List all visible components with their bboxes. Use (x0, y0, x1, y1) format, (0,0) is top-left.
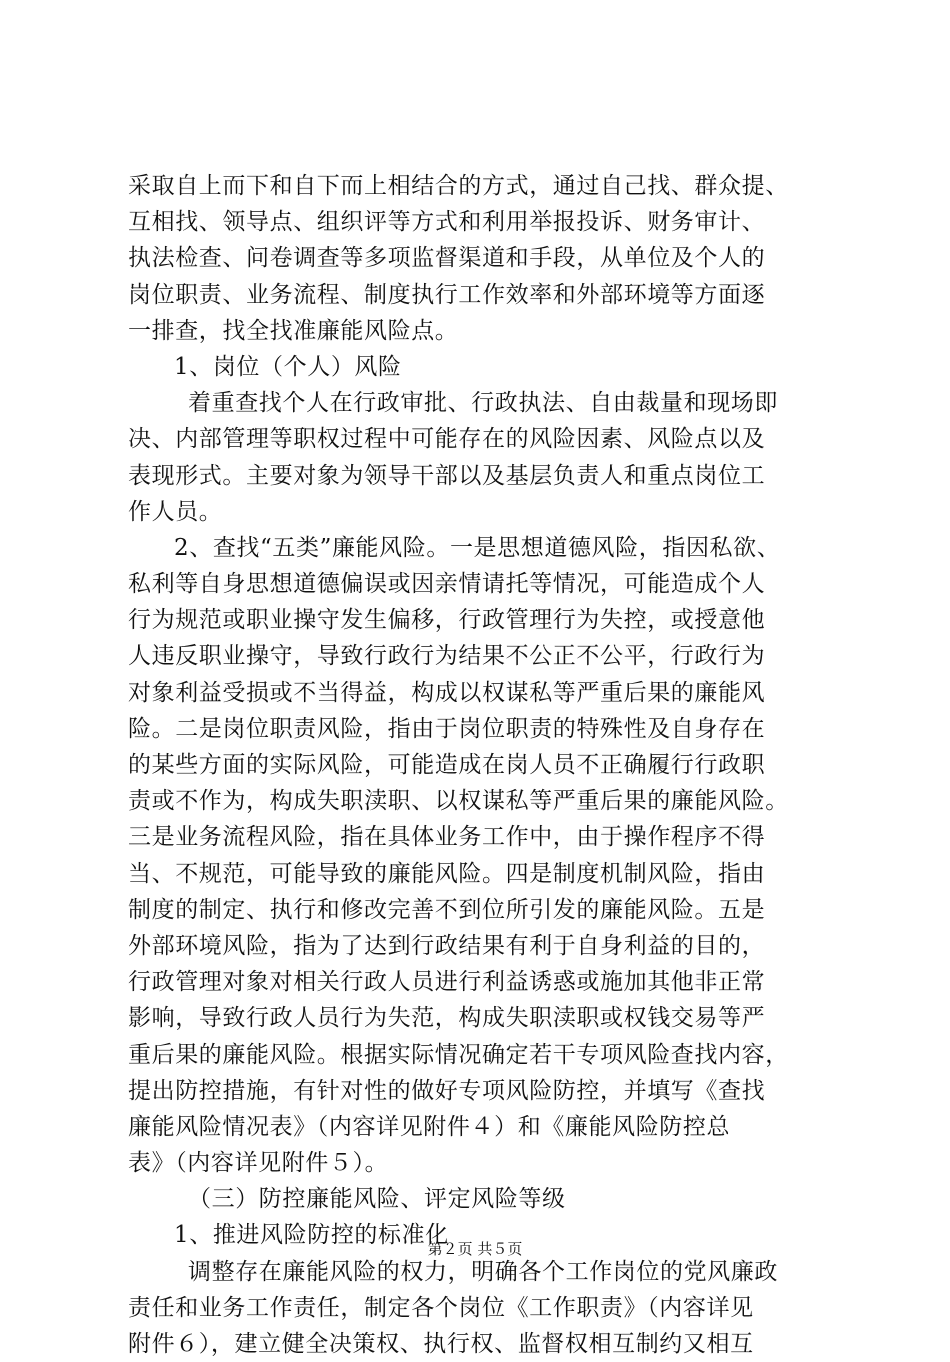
text-line: 重后果的廉能风险。根据实际情况确定若干专项风险查找内容， (128, 1041, 789, 1068)
text-line: 制度的制定、执行和修改完善不到位所引发的廉能风险。五是 (128, 896, 766, 923)
text-line: 着重查找个人在行政审批、行政执法、自由裁量和现场即 (188, 390, 778, 417)
text-line: 外部环境风险，指为了达到行政结果有利于自身利益的目的， (128, 932, 766, 959)
text-line: 险。二是岗位职责风险，指由于岗位职责的特殊性及自身存在 (128, 715, 766, 742)
text-line: 提出防控措施，有针对性的做好专项风险防控，并填写《查找 (128, 1077, 766, 1104)
document-body (128, 168, 828, 1362)
section-heading: 1、岗位（个人）风险 (174, 353, 402, 380)
text-line: 影响，导致行政人员行为失范，构成失职渎职或权钱交易等严 (128, 1005, 766, 1032)
text-line: 人违反职业操守，导致行政行为结果不公正不公平，行政行为 (128, 643, 766, 670)
text-line: 执法检查、问卷调查等多项监督渠道和手段，从单位及个人的 (128, 245, 766, 272)
text-line: 的某些方面的实际风险，可能造成在岗人员不正确履行行政职 (128, 752, 766, 778)
text-line: 表》（内容详见附件５）。 (128, 1150, 389, 1177)
text-line: 附件６），建立健全决策权、执行权、监督权相互制约又相互 (128, 1331, 754, 1357)
text-line: 当、不规范，可能导致的廉能风险。四是制度机制风险，指由 (128, 860, 766, 887)
text-line: 决、内部管理等职权过程中可能存在的风险因素、风险点以及 (128, 426, 766, 453)
text-line: 作人员。 (128, 498, 223, 525)
text-line: 廉能风险情况表》（内容详见附件４）和《廉能风险防控总 (128, 1113, 731, 1140)
text-line: 采取自上而下和自下而上相结合的方式，通过自己找、群众提、 (128, 173, 789, 199)
text-line: 三是业务流程风险，指在具体业务工作中，由于操作程序不得 (128, 824, 766, 851)
section-heading: （三）防控廉能风险、评定风险等级 (188, 1186, 566, 1213)
page-number-footer: 第２页 共５页 (427, 1240, 523, 1258)
section-heading: 1、推进风险防控的标准化 (174, 1222, 449, 1249)
text-line: 对象利益受损或不当得益，构成以权谋私等严重后果的廉能风 (128, 679, 766, 706)
text-line: 责或不作为，构成失职渎职、以权谋私等严重后果的廉能风险。 (128, 788, 789, 815)
text-line: 表现形式。主要对象为领导干部以及基层负责人和重点岗位工 (128, 462, 766, 489)
text-line: 调整存在廉能风险的权力，明确各个工作岗位的党风廉政 (188, 1258, 778, 1285)
text-line: 互相找、领导点、组织评等方式和利用举报投诉、财务审计、 (128, 209, 766, 236)
text-line: 行政管理对象对相关行政人员进行利益诱惑或施加其他非正常 (128, 969, 766, 996)
text-line: 岗位职责、业务流程、制度执行工作效率和外部环境等方面逐 (128, 281, 766, 308)
text-line: 一排查，找全找准廉能风险点。 (128, 317, 459, 344)
text-line: 私利等自身思想道德偏误或因亲情请托等情况，可能造成个人 (128, 571, 766, 598)
text-line: 行为规范或职业操守发生偏移，行政管理行为失控，或授意他 (128, 607, 766, 634)
text-line: 2、查找“五类”廉能风险。一是思想道德风险，指因私欲、 (174, 534, 781, 561)
text-line: 责任和业务工作责任，制定各个岗位《工作职责》（内容详见 (128, 1294, 754, 1321)
